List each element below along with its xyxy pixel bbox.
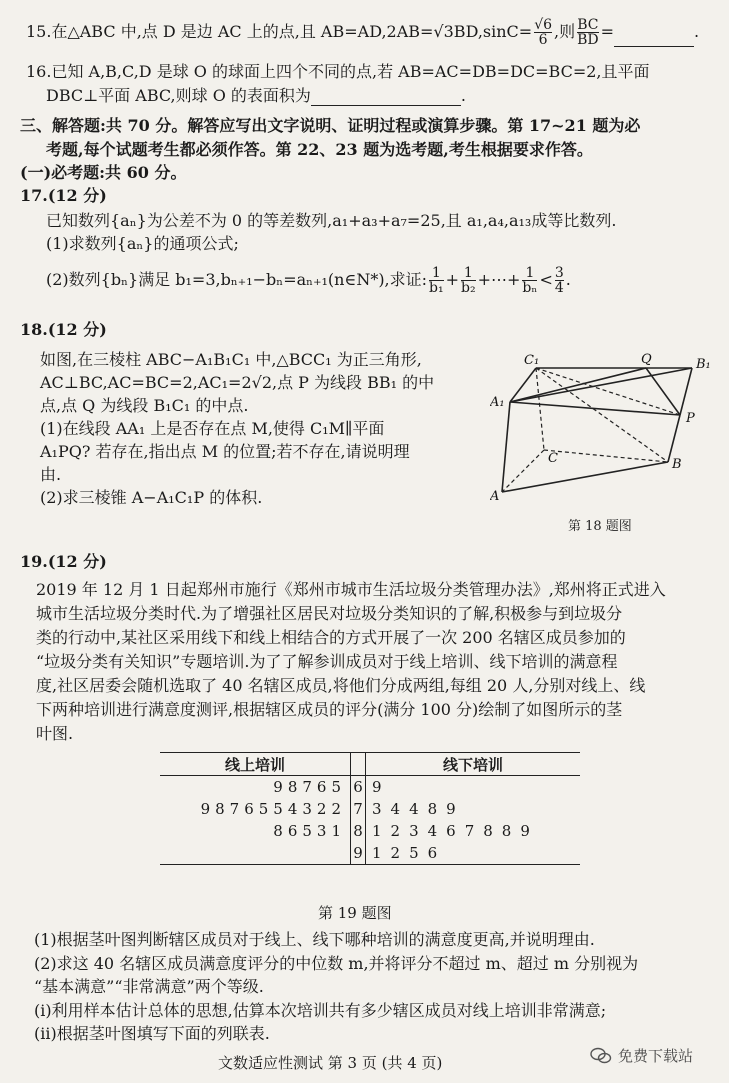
q19-line: 下两种培训进行满意度测评,根据辖区成员的评分(满分 100 分)绘制了如图所示的茎 bbox=[36, 700, 623, 719]
q17-frac-b1 bbox=[429, 266, 444, 295]
q17-part1: (1)求数列{aₙ}的通项公式; bbox=[46, 234, 239, 253]
frac-num: 1 bbox=[431, 265, 441, 281]
q15-answer-blank[interactable] bbox=[614, 31, 694, 47]
label-b: B bbox=[672, 457, 682, 472]
q19-sub-line: “基本满意”“非常满意”两个等级. bbox=[34, 977, 264, 996]
q15-ratio-den: BD bbox=[577, 32, 599, 48]
frac-den: b₁ bbox=[429, 280, 444, 296]
q17-part2-text: (2)数列{bₙ}满足 b₁=3,bₙ₊₁−bₙ=aₙ₊₁(n∈N*),求证: bbox=[46, 270, 428, 289]
left-leaves: 9876554322 bbox=[200, 800, 346, 818]
label-p: P bbox=[686, 411, 695, 426]
q17-frac-b2 bbox=[461, 266, 476, 295]
stem: 6 bbox=[351, 776, 366, 799]
stem-leaf-row bbox=[160, 820, 580, 842]
stem-leaf-row bbox=[160, 776, 580, 799]
q15 bbox=[26, 18, 699, 47]
q18-line: 如图,在三棱柱 ABC−A₁B₁C₁ 中,△BCC₁ 为正三角形, bbox=[40, 350, 422, 369]
q16-line2-text: DBC⊥平面 ABC,则球 O 的表面积为 bbox=[46, 86, 311, 105]
watermark bbox=[590, 1045, 693, 1066]
q18-text bbox=[40, 348, 434, 509]
section3-line1: 三、解答题:共 70 分。解答应写出文字说明、证明过程或演算步骤。第 17~21 题为必 bbox=[20, 116, 641, 135]
frac-den: bₙ bbox=[522, 280, 538, 296]
q16-line2 bbox=[46, 86, 466, 106]
q15-then: ,则 bbox=[554, 22, 576, 41]
q19-line: 城市生活垃圾分类时代.为了增强社区居民对垃圾分类知识的了解,积极参与到垃圾分 bbox=[36, 604, 623, 623]
edge-p-b bbox=[668, 415, 680, 462]
right-leaves: 34489 bbox=[372, 800, 465, 818]
hidden-c-b bbox=[544, 450, 668, 462]
part1-heading: (一)必考题:共 60 分。 bbox=[20, 163, 187, 182]
left-leaves bbox=[160, 842, 351, 864]
q18-line: AC⊥BC,AC=BC=2,AC₁=2√2,点 P 为线段 BB₁ 的中 bbox=[40, 373, 435, 392]
q15-frac-den: 6 bbox=[534, 32, 552, 47]
plus-dots: +⋯+ bbox=[477, 270, 521, 289]
section3-line2: 考题,每个试题考生都必须作答。第 22、23 题为选考题,考生根据要求作答。 bbox=[46, 140, 593, 159]
stem-leaf-table bbox=[160, 753, 580, 864]
q15-ratio-num: BC bbox=[577, 17, 599, 33]
frac-num: 3 bbox=[554, 265, 564, 281]
frac-den: b₂ bbox=[461, 280, 476, 296]
edge-a1-a bbox=[502, 402, 510, 492]
stem: 7 bbox=[351, 798, 366, 820]
q17-frac-bn bbox=[522, 266, 537, 295]
right-title: 线下培训 bbox=[442, 755, 503, 774]
wechat-icon bbox=[590, 1047, 612, 1065]
q19-line: 度,社区居委会随机选取了 40 名辖区成员,将他们分成两组,每组 20 人,分别对线上、线 bbox=[36, 676, 646, 695]
edge-b1-p bbox=[680, 368, 692, 415]
q17-part2 bbox=[46, 266, 571, 295]
fig18-caption: 第 18 题图 bbox=[568, 519, 632, 534]
q19-heading: 19.(12 分) bbox=[20, 552, 107, 571]
stem: 8 bbox=[351, 820, 366, 842]
hidden-c1-c bbox=[536, 368, 544, 450]
stem-leaf-row bbox=[160, 798, 580, 820]
q17-body: 已知数列{aₙ}为公差不为 0 的等差数列,a₁+a₃+a₇=25,且 a₁,a₄,a₁₃成等比数列. bbox=[46, 211, 617, 230]
plus-sign: + bbox=[445, 270, 460, 289]
watermark-text: 免费下载站 bbox=[618, 1047, 694, 1065]
q19-line: 叶图. bbox=[36, 724, 74, 743]
q19-line: 2019 年 12 月 1 日起郑州市施行《郑州市城市生活垃圾分类管理办法》,郑州将正式进入 bbox=[36, 580, 666, 599]
label-a1: A₁ bbox=[490, 395, 505, 410]
q19-text bbox=[36, 578, 666, 746]
q19-sub-line: (2)求这 40 名辖区成员满意度评分的中位数 m,并将评分不超过 m、超过 m 分别视为 bbox=[34, 953, 639, 973]
q18-line: 由. bbox=[40, 465, 62, 484]
right-leaves: 1256 bbox=[372, 844, 447, 862]
q15-frac-num: √6 bbox=[534, 17, 553, 33]
q15-end: . bbox=[694, 22, 700, 41]
q16-line1: 16.已知 A,B,C,D 是球 O 的球面上四个不同的点,若 AB=AC=DB=DC=BC=2,且平面 bbox=[26, 62, 650, 81]
left-leaves: 86531 bbox=[273, 822, 346, 840]
edge-a1-p bbox=[510, 402, 680, 415]
stem-header bbox=[351, 753, 366, 776]
q15-eq: = bbox=[600, 22, 615, 41]
left-title: 线上培训 bbox=[224, 755, 285, 774]
stem: 9 bbox=[351, 842, 366, 864]
stem-leaf-plot bbox=[160, 752, 580, 865]
q17-frac-3-4 bbox=[555, 266, 564, 295]
right-leaves: 123467889 bbox=[372, 822, 539, 840]
frac-den: 4 bbox=[554, 280, 564, 296]
q16-end: . bbox=[460, 86, 467, 105]
q15-sin-fraction bbox=[534, 18, 552, 47]
q19-sub-line: (1)根据茎叶图判断辖区成员对于线上、线下哪种培训的满意度更高,并说明理由. bbox=[34, 930, 595, 949]
label-a: A bbox=[490, 489, 500, 504]
q19-sub-line: (ii)根据茎叶图填写下面的列联表. bbox=[34, 1024, 270, 1043]
less-than: < bbox=[539, 270, 553, 289]
stem-leaf-header bbox=[160, 753, 580, 776]
edge-q-p bbox=[646, 368, 680, 415]
label-c: C bbox=[548, 451, 558, 466]
q19-line: “垃圾分类有关知识”专题培训.为了了解参训成员对于线上培训、线下培训的满意程 bbox=[36, 652, 618, 671]
q19-subquestions bbox=[34, 928, 638, 1046]
q17-heading: 17.(12 分) bbox=[20, 186, 107, 205]
hidden-c1-b bbox=[536, 368, 668, 462]
q19-line: 类的行动中,某社区采用线下和线上相结合的方式开展了一次 200 名辖区成员参加的 bbox=[36, 628, 626, 647]
q18-line: (1)在线段 AA₁ 上是否存在点 M,使得 C₁M∥平面 bbox=[40, 419, 385, 438]
label-q: Q bbox=[641, 352, 652, 367]
frac-num: 1 bbox=[525, 265, 535, 281]
q15-ratio-fraction bbox=[577, 18, 599, 47]
frac-num: 1 bbox=[463, 265, 473, 281]
fig19-caption: 第 19 题图 bbox=[318, 904, 392, 922]
q18-line: 点,点 Q 为线段 B₁C₁ 的中点. bbox=[40, 396, 249, 415]
q15-text: 15.在△ABC 中,点 D 是边 AC 上的点,且 AB=AD,2AB=√3BD,sinC= bbox=[26, 22, 533, 41]
stem-leaf-row bbox=[160, 842, 580, 864]
q19-sub-line: (i)利用样本估计总体的思想,估算本次培训共有多少辖区成员对线上培训非常满意; bbox=[34, 1000, 607, 1020]
label-b1: B₁ bbox=[696, 357, 711, 372]
period: . bbox=[565, 270, 571, 289]
right-leaves: 9 bbox=[372, 778, 391, 796]
q18-heading: 18.(12 分) bbox=[20, 320, 107, 339]
q18-line: (2)求三棱锥 A−A₁C₁P 的体积. bbox=[40, 488, 263, 507]
q18-line: A₁PQ? 若存在,指出点 M 的位置;若不存在,请说明理 bbox=[40, 442, 410, 461]
label-c1: C₁ bbox=[524, 353, 540, 368]
q16-answer-blank[interactable] bbox=[311, 90, 461, 106]
prism-figure bbox=[490, 350, 720, 540]
left-leaves: 98765 bbox=[273, 778, 346, 796]
page-footer: 文数适应性测试 第 3 页 (共 4 页) bbox=[218, 1054, 443, 1072]
